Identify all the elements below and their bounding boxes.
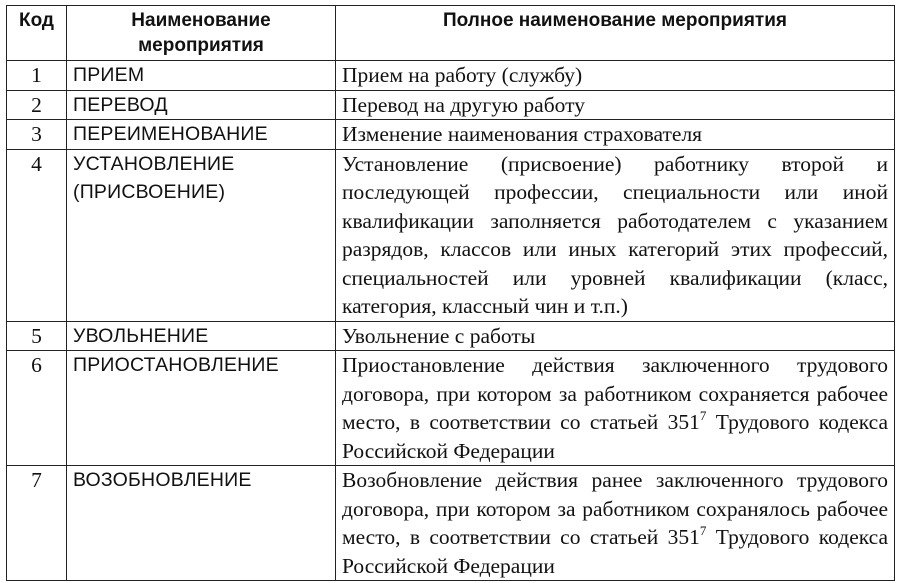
row-event-full-name: Прием на работу (службу) [336, 61, 895, 91]
full-name-text: Приостановление действия заключенного трудового договора, при котором за работником сохраняется рабочее место, в соответствии со статьей 351 [342, 353, 888, 434]
table-row [7, 149, 895, 321]
article-superscript: 7 [699, 523, 707, 538]
events-table [6, 5, 895, 581]
full-name-text-end: Трудового кодекса Российской Федерации [342, 410, 889, 463]
table-row [7, 61, 895, 91]
row-event-full-name [336, 466, 895, 581]
row-event-name: ПЕРЕВОД [67, 90, 336, 120]
row-event-name: ПЕРЕИМЕНОВАНИЕ [67, 120, 336, 150]
row-event-name: УВОЛЬНЕНИЕ [67, 321, 336, 351]
row-event-name: УСТАНОВЛЕНИЕ (ПРИСВОЕНИЕ) [67, 149, 336, 321]
row-code: 6 [7, 351, 67, 466]
header-event-full-name: Полное наименование мероприятия [336, 6, 895, 61]
table-header-row [7, 6, 895, 61]
row-event-name: ПРИОСТАНОВЛЕНИЕ [67, 351, 336, 466]
row-code: 4 [7, 149, 67, 321]
row-event-full-name: Установление (присвоение) работнику второй и последующей профессии, специальности или иной квалификации заполняется работодателем с указанием разрядов, классов или иных категорий этих профессий, специальностей или уровней квалификации (класс, категория, классный чин и т.п.) [336, 149, 895, 321]
row-event-full-name: Перевод на другую работу [336, 90, 895, 120]
full-name-text: Возобновление действия ранее заключенного трудового договора, при котором за работником сохранялось рабочее место, в соответствии со статьей 351 [342, 468, 888, 549]
row-code: 5 [7, 321, 67, 351]
row-code: 3 [7, 120, 67, 150]
table-row [7, 321, 895, 351]
row-event-name: ВОЗОБНОВЛЕНИЕ [67, 466, 336, 581]
row-code: 7 [7, 466, 67, 581]
table-row [7, 120, 895, 150]
table-row [7, 351, 895, 466]
header-event-name: Наименование мероприятия [67, 6, 336, 61]
header-code: Код [7, 6, 67, 61]
row-event-name: ПРИЕМ [67, 61, 336, 91]
table-row [7, 90, 895, 120]
row-code: 1 [7, 61, 67, 91]
full-name-text-end: Трудового кодекса Российской Федерации [342, 525, 889, 578]
row-code: 2 [7, 90, 67, 120]
article-superscript: 7 [699, 408, 707, 423]
row-event-full-name: Увольнение с работы [336, 321, 895, 351]
table-row [7, 466, 895, 581]
row-event-full-name [336, 351, 895, 466]
row-event-full-name: Изменение наименования страхователя [336, 120, 895, 150]
